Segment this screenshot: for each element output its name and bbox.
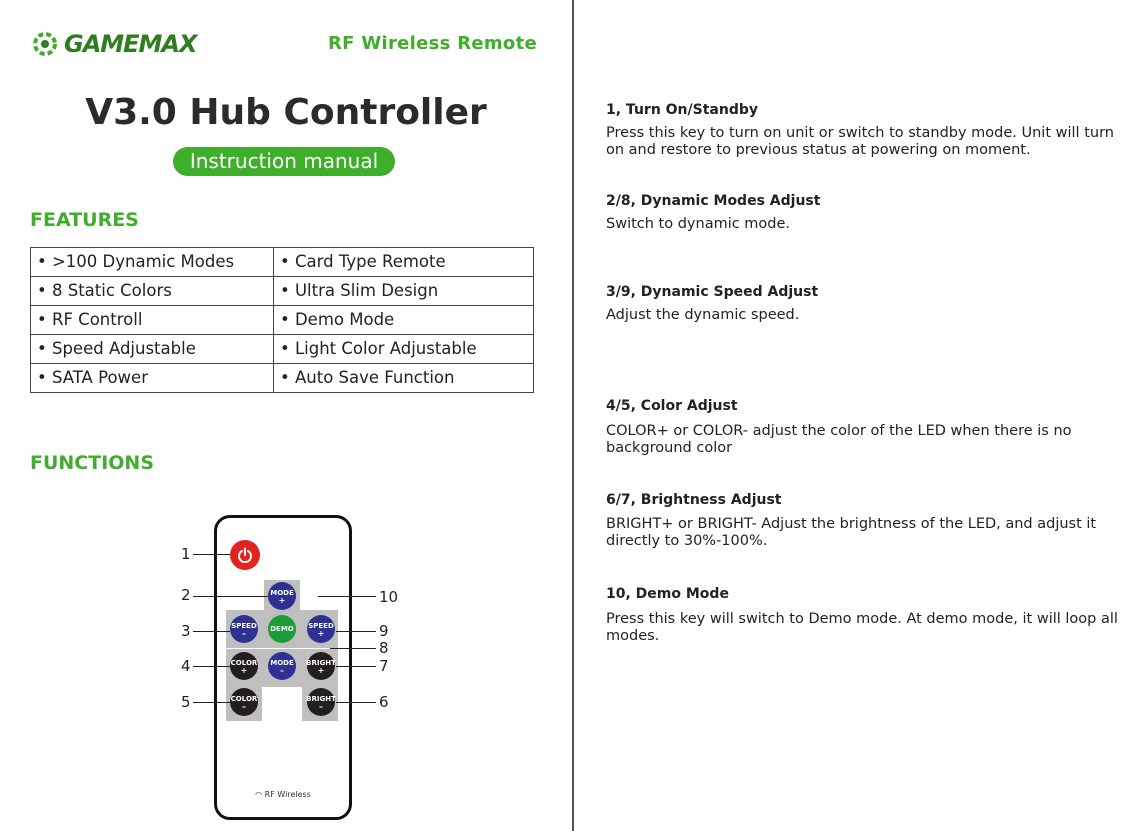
- wifi-icon: ◠: [255, 790, 263, 799]
- callout-1: 1: [181, 545, 191, 563]
- table-row: [31, 364, 534, 393]
- table-row: [31, 248, 534, 277]
- speed-minus-button[interactable]: [230, 615, 258, 643]
- callout-3: 3: [181, 622, 191, 640]
- functions-heading: FUNCTIONS: [30, 452, 155, 474]
- callout-line: [193, 702, 230, 703]
- plus-sign: +: [240, 665, 248, 675]
- feature-cell: • Auto Save Function: [274, 364, 534, 393]
- plus-sign: +: [317, 665, 325, 675]
- callout-2: 2: [181, 586, 191, 604]
- callout-line: [193, 554, 230, 555]
- bright-plus-button[interactable]: [307, 652, 335, 680]
- minus-sign: –: [280, 665, 284, 675]
- speed-plus-button[interactable]: [307, 615, 335, 643]
- feature-cell: • Card Type Remote: [274, 248, 534, 277]
- page-divider: [572, 0, 574, 831]
- bright-plus-label: BRIGHT: [306, 658, 336, 667]
- feature-cell: • Demo Mode: [274, 306, 534, 335]
- features-table: [30, 247, 534, 393]
- table-row: [31, 306, 534, 335]
- color-minus-button[interactable]: [230, 688, 258, 716]
- rf-footer: [217, 790, 349, 799]
- feature-cell: • Ultra Slim Design: [274, 277, 534, 306]
- instruction-body: Press this key to turn on unit or switch to standby mode. Unit will turn on and restore to previous status at powering on moment.: [606, 125, 1114, 158]
- callout-line: [318, 596, 376, 597]
- features-heading: FEATURES: [30, 209, 139, 231]
- color-plus-label: COLOR: [230, 658, 258, 667]
- rf-footer-label: RF Wireless: [264, 790, 311, 799]
- power-icon: [237, 547, 253, 563]
- gear-logo-icon: [32, 31, 58, 57]
- instruction-body: Switch to dynamic mode.: [606, 216, 791, 232]
- callout-6: 6: [379, 693, 389, 711]
- demo-label: DEMO: [270, 625, 294, 633]
- callout-8: 8: [379, 639, 389, 657]
- feature-cell: • >100 Dynamic Modes: [31, 248, 274, 277]
- instruction-title: 4/5, Color Adjust: [606, 398, 738, 414]
- callout-4: 4: [181, 657, 191, 675]
- callout-line: [193, 631, 230, 632]
- bright-minus-button[interactable]: [307, 688, 335, 716]
- feature-cell: • 8 Static Colors: [31, 277, 274, 306]
- mode-minus-button[interactable]: [268, 652, 296, 680]
- brand-logo: [32, 30, 197, 58]
- demo-button[interactable]: [268, 615, 296, 643]
- bright-minus-label: BRIGHT: [306, 694, 336, 703]
- minus-sign: –: [242, 701, 246, 711]
- remote-illustration: [214, 515, 352, 820]
- instruction-body: BRIGHT+ or BRIGHT- Adjust the brightness of the LED, and adjust it directly to 30%-100%.: [606, 516, 1097, 549]
- instruction-body: Press this key will switch to Demo mode. At demo mode, it will loop all modes.: [606, 611, 1118, 644]
- feature-cell: • Light Color Adjustable: [274, 335, 534, 364]
- callout-line: [336, 631, 376, 632]
- feature-cell: • Speed Adjustable: [31, 335, 274, 364]
- feature-cell: • RF Controll: [31, 306, 274, 335]
- callout-line: [193, 596, 268, 597]
- mode-plus-button[interactable]: [268, 582, 296, 610]
- instruction-title: 10, Demo Mode: [606, 586, 729, 602]
- color-plus-button[interactable]: [230, 652, 258, 680]
- callout-line: [330, 648, 376, 649]
- callout-7: 7: [379, 657, 389, 675]
- minus-sign: –: [319, 701, 323, 711]
- callout-9: 9: [379, 622, 389, 640]
- page-title: V3.0 Hub Controller: [85, 92, 487, 133]
- brand-name: GAMEMAX: [64, 30, 197, 58]
- callout-5: 5: [181, 693, 191, 711]
- feature-cell: • SATA Power: [31, 364, 274, 393]
- callout-10: 10: [379, 588, 399, 606]
- power-button[interactable]: [230, 540, 260, 570]
- color-minus-label: COLOR: [230, 694, 258, 703]
- mode-minus-label: MODE: [270, 658, 294, 667]
- minus-sign: –: [242, 628, 246, 638]
- plus-sign: +: [278, 595, 286, 605]
- instruction-title: 2/8, Dynamic Modes Adjust: [606, 193, 821, 209]
- instruction-body: Adjust the dynamic speed.: [606, 307, 800, 323]
- speed-minus-label: SPEED: [231, 621, 257, 630]
- instruction-title: 6/7, Brightness Adjust: [606, 492, 782, 508]
- callout-line: [193, 666, 230, 667]
- manual-badge: Instruction manual: [173, 147, 395, 176]
- speed-plus-label: SPEED: [308, 621, 334, 630]
- plus-sign: +: [317, 628, 325, 638]
- instruction-title: 1, Turn On/Standby: [606, 102, 758, 118]
- instruction-title: 3/9, Dynamic Speed Adjust: [606, 284, 819, 300]
- table-row: [31, 335, 534, 364]
- mode-plus-label: MODE: [270, 588, 294, 597]
- table-row: [31, 277, 534, 306]
- callout-line: [336, 702, 376, 703]
- header-subtitle: RF Wireless Remote: [328, 33, 538, 54]
- instruction-body: COLOR+ or COLOR- adjust the color of the LED when there is no background color: [606, 423, 1072, 456]
- callout-line: [336, 666, 376, 667]
